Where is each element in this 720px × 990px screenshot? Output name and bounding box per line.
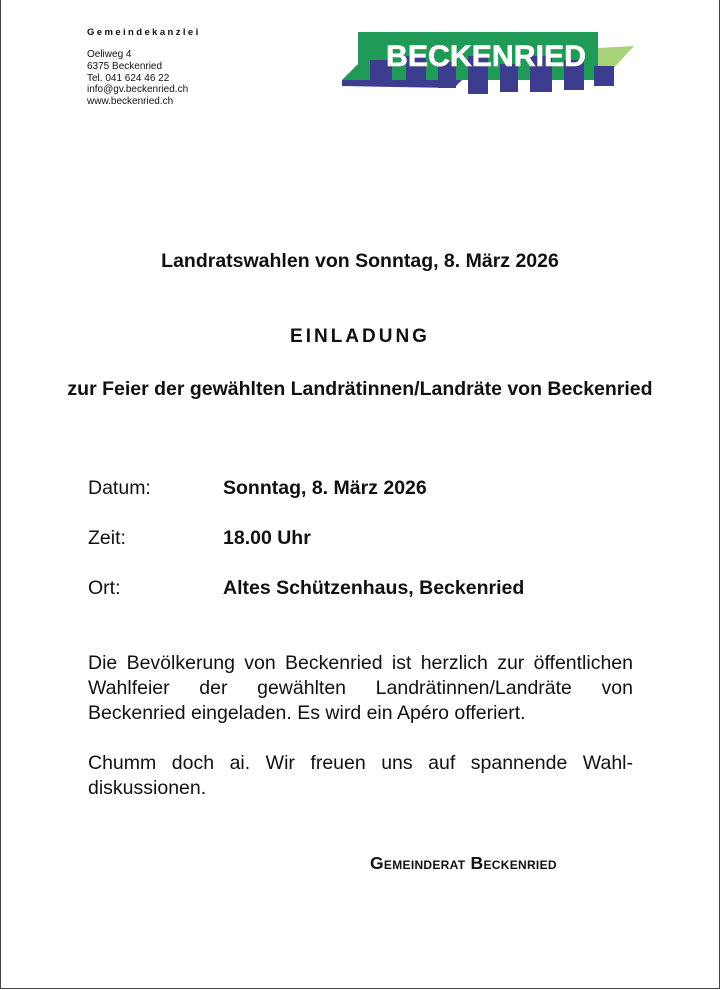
invitation-subtitle: zur Feier der gewählten Landrätinnen/Landräte von Beckenried: [67, 378, 653, 400]
body-paragraph-closing: Chumm doch ai. Wir freuen uns auf spannende Wahldiskussionen.: [88, 752, 633, 799]
sender-email: info@gv.beckenried.ch: [87, 84, 189, 96]
detail-label: Zeit:: [88, 527, 126, 549]
invitation-heading: EINLADUNG: [290, 326, 430, 347]
detail-value: Altes Schützenhaus, Beckenried: [223, 577, 525, 599]
sender-address-block: [87, 27, 201, 108]
beckenried-logo: [342, 26, 638, 98]
logo-lettering: BECKENRIED: [386, 40, 586, 73]
detail-label: Datum:: [88, 477, 151, 499]
detail-label: Ort:: [88, 577, 121, 599]
detail-value: Sonntag, 8. März 2026: [223, 477, 427, 499]
election-title: Landratswahlen von Sonntag, 8. März 2026: [161, 250, 559, 272]
sender-street: Oeliweg 4: [87, 49, 132, 60]
body-paragraph-invitation: Die Bevölkerung von Beckenried ist herzlich zur öffentlichen Wahlfeier der gewählten Landrätinnen/Landräte von Beckenried eingeladen. Es wird ein Apéro offeriert.: [88, 652, 633, 724]
sender-city: 6375 Beckenried: [87, 60, 163, 72]
signature: Gemeinderat Beckenried: [370, 853, 557, 873]
sender-phone: Tel. 041 624 46 22: [87, 72, 170, 84]
detail-value: 18.00 Uhr: [223, 527, 311, 549]
sender-office: Gemeindekanzlei: [87, 27, 201, 38]
sender-website: www.beckenried.ch: [87, 96, 174, 108]
